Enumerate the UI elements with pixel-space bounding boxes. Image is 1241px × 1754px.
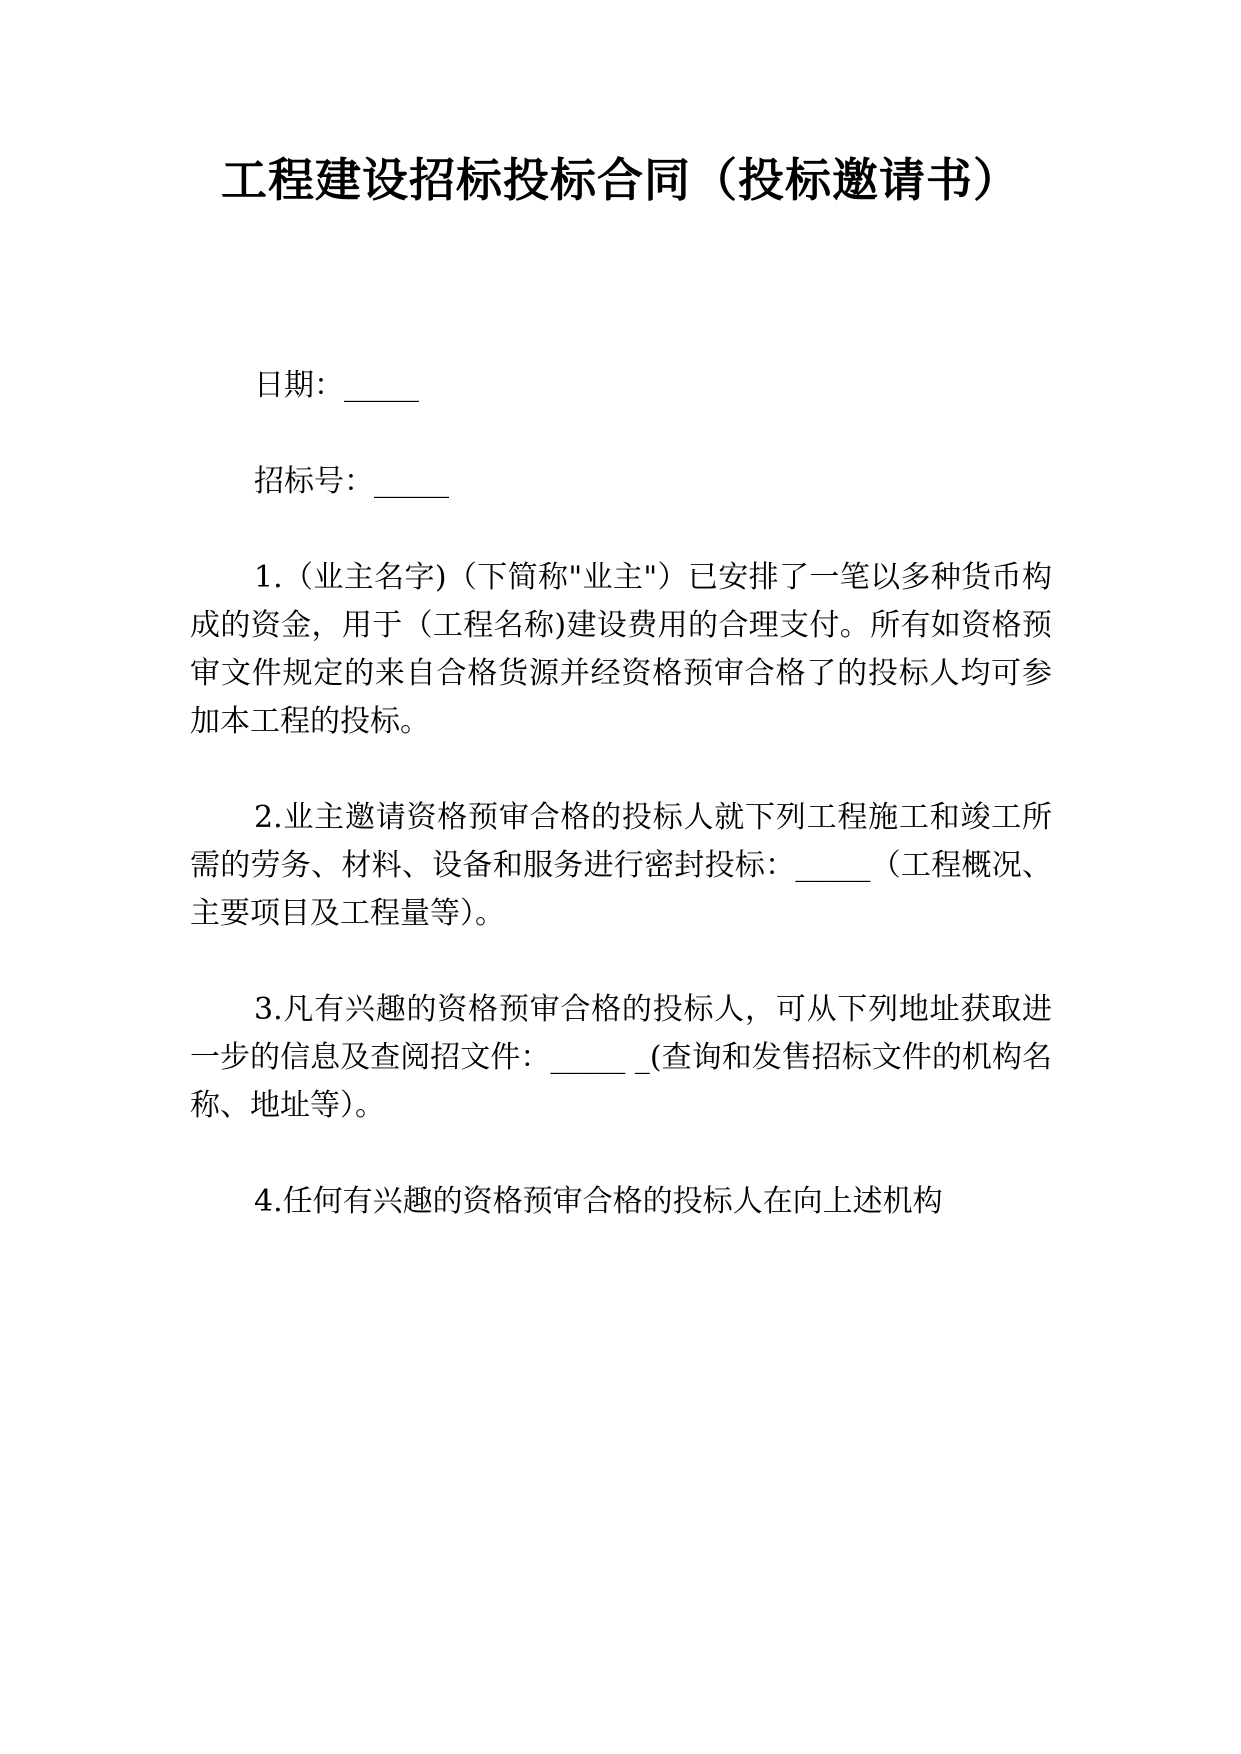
date-value: _____ [344,368,419,403]
date-field [190,362,1052,410]
paragraph-4: 4.任何有兴趣的资格预审合格的投标人在向上述机构 [254,1184,943,1219]
paragraph-2: 2.业主邀请资格预审合格的投标人就下列工程施工和竣工所需的劳务、材料、设备和服务进行密封投标：_____（工程概况、主要项目及工程量等）。 [190,800,1052,931]
tender-number-value: _____ [374,464,449,499]
document-body [190,362,1052,1274]
paragraph-3: 3.凡有兴趣的资格预审合格的投标人，可从下列地址获取进一步的信息及查阅招文件：_____ _(查询和发售招标文件的机构名称、地址等）。 [190,992,1052,1123]
date-label: 日期： [254,368,344,403]
tender-number-field [190,458,1052,506]
document-title: 工程建设招标投标合同（投标邀请书） [221,153,1020,207]
paragraph-1: 1.（业主名字)（下简称"业主"）已安排了一笔以多种货币构成的资金，用于（工程名称)建设费用的合理支付。所有如资格预审文件规定的来自合格货源并经资格预审合格了的投标人均可参加本工程的投标。 [190,560,1052,739]
tender-number-label: 招标号： [254,464,374,499]
